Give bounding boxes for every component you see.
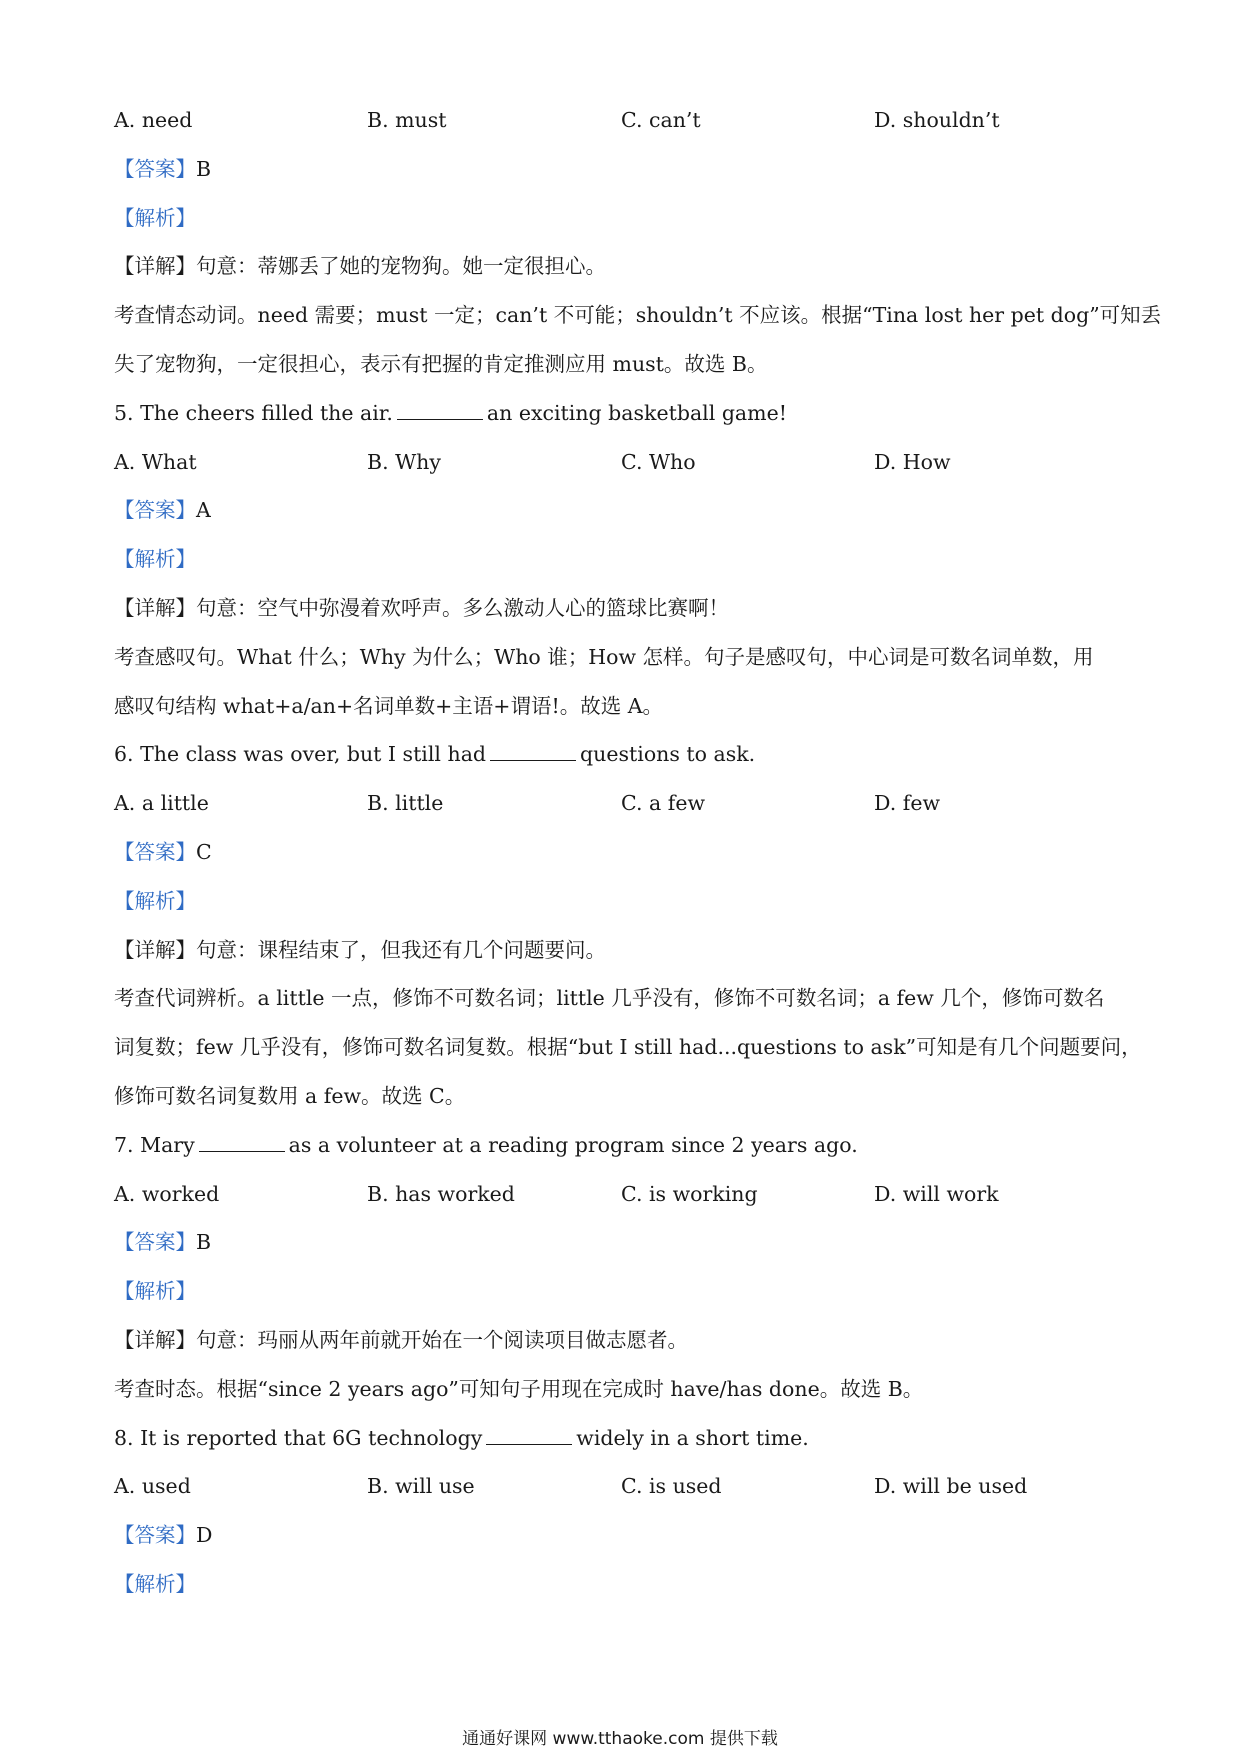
q8-option-a: A. used [114,1474,191,1499]
detail-text: 句意：空气中弥漫着欢呼声。多么激动人心的篮球比赛啊！ [196,595,729,620]
q5-analysis-tag: 【解析】 [114,547,196,572]
exam-page [114,96,1162,1609]
q6-option-c: C. a few [621,791,705,816]
q5-detail [114,584,1134,633]
q4-answer [114,145,1134,194]
answer-tag: 【答案】 [114,839,196,864]
answer-blank [397,401,483,420]
detail-text: 句意：玛丽从两年前就开始在一个阅读项目做志愿者。 [196,1327,688,1352]
q6-answer [114,828,1134,877]
q5-answer [114,486,1134,535]
q6-explain-line: 考查代词辨析。a little 一点，修饰不可数名词；little 几乎没有，修饰不可数名词；a few 几个，修饰可数名 [114,986,1105,1011]
detail-tag: 【详解】 [114,254,196,279]
answer-letter: B [196,1230,212,1255]
q6-analysis-tag: 【解析】 [114,888,196,913]
page-footer: 通通好课网 www.tthaoke.com 提供下载 [462,1729,778,1749]
stem-before: 7. Mary [114,1132,195,1157]
answer-tag: 【答案】 [114,498,196,523]
answer-blank [490,742,576,761]
q8-analysis-tag: 【解析】 [114,1571,196,1596]
q7-detail [114,1316,1134,1365]
stem-before: 8. It is reported that 6G technology [114,1425,483,1450]
q6-explain-line: 修饰可数名词复数用 a few。故选 C。 [114,1083,466,1108]
q6-explain-line: 词复数；few 几乎没有，修饰可数名词复数。根据“but I still had...questions to ask”可知是有几个问题要问， [114,1035,1142,1060]
q8-option-d: D. will be used [874,1474,1028,1499]
answer-tag: 【答案】 [114,156,196,181]
detail-tag: 【详解】 [114,595,196,620]
q8-options [114,1462,1134,1511]
q7-option-d: D. will work [874,1181,999,1206]
q5-option-b: B. Why [367,449,441,474]
q7-options [114,1170,1134,1219]
q5-option-a: A. What [114,449,197,474]
q4-options [114,96,1134,145]
q6-detail [114,926,1134,975]
detail-text: 句意：课程结束了，但我还有几个问题要问。 [196,937,606,962]
q7-explain-line: 考查时态。根据“since 2 years ago”可知句子用现在完成时 have/has done。故选 B。 [114,1376,924,1401]
q4-detail [114,242,1134,291]
q7-answer [114,1218,1134,1267]
q4-explain-line: 考查情态动词。need 需要；must 一定；can’t 不可能；shouldn’t 不应该。根据“Tina lost her pet dog”可知丢 [114,303,1162,328]
detail-tag: 【详解】 [114,937,196,962]
answer-letter: A [196,498,211,523]
q8-option-b: B. will use [367,1474,475,1499]
answer-tag: 【答案】 [114,1230,196,1255]
answer-blank [199,1133,285,1152]
answer-letter: B [196,156,212,181]
answer-letter: C [196,839,212,864]
q8-answer [114,1511,1134,1560]
q8-option-c: C. is used [621,1474,722,1499]
answer-blank [486,1426,572,1445]
q7-option-c: C. is working [621,1181,758,1206]
q5-stem [114,389,1134,438]
detail-text: 句意：蒂娜丢了她的宠物狗。她一定很担心。 [196,254,606,279]
q4-option-c: C. can’t [621,108,701,132]
q8-stem [114,1414,1134,1463]
q4-option-b: B. must [367,108,447,132]
q4-option-d: D. shouldn’t [874,108,1000,132]
stem-before: 5. The cheers filled the air. [114,400,393,425]
q6-options [114,779,1134,828]
q5-option-d: D. How [874,449,951,474]
q7-option-a: A. worked [114,1181,220,1206]
q5-option-c: C. Who [621,449,696,474]
answer-letter: D [196,1523,213,1548]
q7-stem [114,1121,1134,1170]
q7-option-b: B. has worked [367,1181,515,1206]
q6-option-a: A. a little [114,791,209,816]
stem-after: as a volunteer at a reading program since 2 years ago. [288,1132,858,1157]
stem-after: an exciting basketball game! [486,400,787,425]
q4-explain-line: 失了宠物狗，一定很担心，表示有把握的肯定推测应用 must。故选 B。 [114,351,768,376]
detail-tag: 【详解】 [114,1327,196,1352]
q6-option-d: D. few [874,791,941,816]
stem-after: widely in a short time. [576,1425,809,1450]
q7-analysis-tag: 【解析】 [114,1279,196,1304]
q5-explain-line: 考查感叹句。What 什么；Why 为什么；Who 谁；How 怎样。句子是感叹句，中心词是可数名词单数，用 [114,644,1094,669]
q6-option-b: B. little [367,791,444,816]
stem-before: 6. The class was over, but I still had [114,742,487,767]
q6-stem [114,730,1134,779]
answer-tag: 【答案】 [114,1523,196,1548]
stem-after: questions to ask. [580,742,756,767]
q4-option-a: A. need [114,108,193,132]
q4-analysis-tag: 【解析】 [114,205,196,230]
q5-options [114,438,1134,487]
q5-explain-line: 感叹句结构 what+a/an+名词单数+主语+谓语!。故选 A。 [114,693,664,718]
